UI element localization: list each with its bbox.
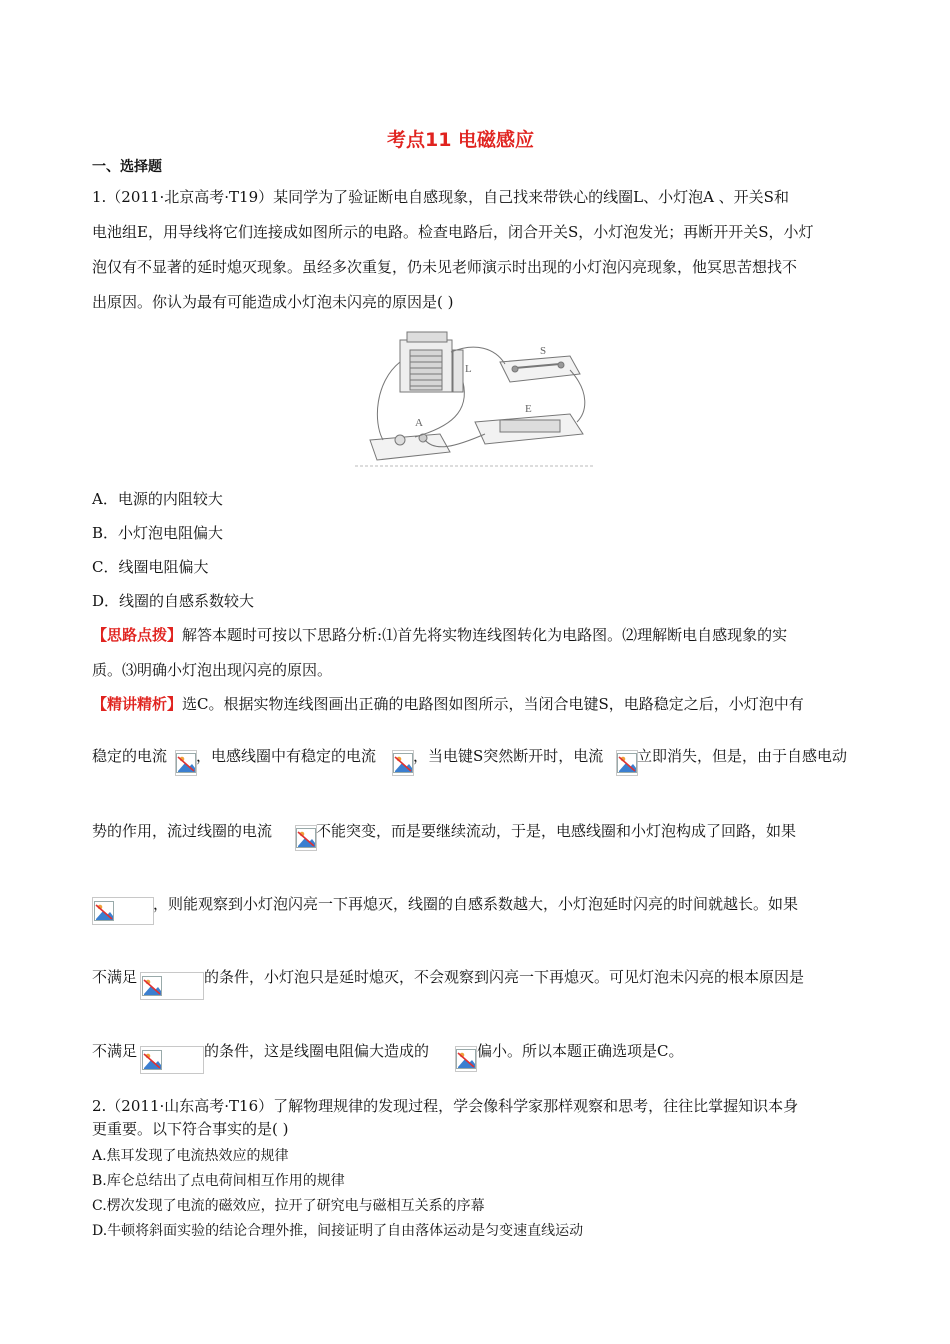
analysis-text-6c: 偏小。所以本题正确选项是C。 bbox=[477, 1042, 684, 1060]
q2-option-d: D.牛顿将斜面实验的结论合理外推，间接证明了自由落体运动是匀变速直线运动 bbox=[92, 1223, 584, 1239]
q1-line-1: 1.（2011·北京高考·T19）某同学为了验证断电自感现象，自己找来带铁心的线圈L、小灯泡A 、开关S和 bbox=[92, 188, 789, 206]
q2-option-a: A.焦耳发现了电流热效应的规律 bbox=[92, 1148, 289, 1164]
q1-option-c: C．线圈电阻偏大 bbox=[92, 558, 209, 576]
circuit-figure bbox=[355, 322, 595, 470]
q1-hint-line-2: 质。⑶明确小灯泡出现闪亮的原因。 bbox=[92, 661, 333, 679]
analysis-text-6b: 的条件，这是线圈电阻偏大造成的 bbox=[204, 1042, 430, 1060]
formula-image-icon bbox=[455, 1046, 477, 1072]
analysis-text-3b: 不能突变，而是要继续流动，于是，电感线圈和小灯泡构成了回路，如果 bbox=[316, 822, 797, 840]
analysis-label: 【精讲精析】 bbox=[92, 695, 183, 713]
formula-image-icon bbox=[295, 825, 317, 851]
hint-label: 【思路点拨】 bbox=[92, 626, 183, 644]
q2-line-1: 2.（2011·山东高考·T16）了解物理规律的发现过程，学会像科学家那样观察和思考，往往比掌握知识本身 bbox=[92, 1097, 799, 1115]
figure-label-l: L bbox=[465, 363, 472, 375]
q1-analysis-line-1 bbox=[92, 693, 804, 714]
q2-option-c: C.楞次发现了电流的磁效应，拉开了研究电与磁相互关系的序幕 bbox=[92, 1198, 485, 1214]
page-title: 考点11 电磁感应 bbox=[387, 129, 535, 151]
analysis-text-5a: 不满足 bbox=[92, 968, 138, 986]
formula-image-icon bbox=[92, 897, 154, 925]
analysis-text-3a: 势的作用，流过线圈的电流 bbox=[92, 822, 273, 840]
figure-label-e: E bbox=[525, 403, 532, 415]
analysis-text-2d: 立即消失，但是，由于自感电动 bbox=[637, 747, 848, 765]
section-heading: 一、选择题 bbox=[92, 159, 162, 175]
hint-text: 解答本题时可按以下思路分析:⑴首先将实物连线图转化为电路图。⑵理解断电自感现象的实 bbox=[182, 626, 788, 644]
q1-option-b: B．小灯泡电阻偏大 bbox=[92, 524, 224, 542]
q1-line-2: 电池组E，用导线将它们连接成如图所示的电路。检查电路后，闭合开关S，小灯泡发光；再断开开关S，小灯 bbox=[92, 223, 814, 241]
q1-line-3: 泡仅有不显著的延时熄灭现象。虽经多次重复，仍未见老师演示时出现的小灯泡闪亮现象，他冥思苦想找不 bbox=[92, 258, 798, 276]
q2-line-2: 更重要。以下符合事实的是( ) bbox=[92, 1120, 289, 1138]
analysis-text-2c: ，当电键S突然断开时，电流 bbox=[413, 747, 604, 765]
q1-hint-line-1 bbox=[92, 624, 787, 645]
analysis-text-2a: 稳定的电流 bbox=[92, 747, 168, 765]
analysis-text: 选C。根据实物连线图画出正确的电路图如图所示，当闭合电键S，电路稳定之后，小灯泡中有 bbox=[182, 695, 804, 713]
figure-label-a: A bbox=[415, 417, 423, 429]
analysis-text-5b: 的条件，小灯泡只是延时熄灭，不会观察到闪亮一下再熄灭。可见灯泡未闪亮的根本原因是 bbox=[204, 968, 805, 986]
formula-image-icon bbox=[392, 750, 414, 776]
analysis-text-6a: 不满足 bbox=[92, 1042, 138, 1060]
formula-image-icon bbox=[140, 1046, 204, 1074]
q2-option-b: B.库仑总结出了点电荷间相互作用的规律 bbox=[92, 1173, 345, 1189]
q1-option-d: D．线圈的自感系数较大 bbox=[92, 592, 255, 610]
figure-label-s: S bbox=[540, 345, 547, 357]
analysis-text-4: ，则能观察到小灯泡闪亮一下再熄灭，线圈的自感系数越大，小灯泡延时闪亮的时间就越长。如果 bbox=[153, 895, 799, 913]
q1-option-a: A．电源的内阻较大 bbox=[92, 490, 223, 508]
q1-line-4: 出原因。你认为最有可能造成小灯泡未闪亮的原因是( ) bbox=[92, 293, 454, 311]
formula-image-icon bbox=[140, 972, 204, 1000]
formula-image-icon bbox=[616, 750, 638, 776]
formula-image-icon bbox=[175, 750, 197, 776]
analysis-text-2b: ，电感线圈中有稳定的电流 bbox=[196, 747, 377, 765]
